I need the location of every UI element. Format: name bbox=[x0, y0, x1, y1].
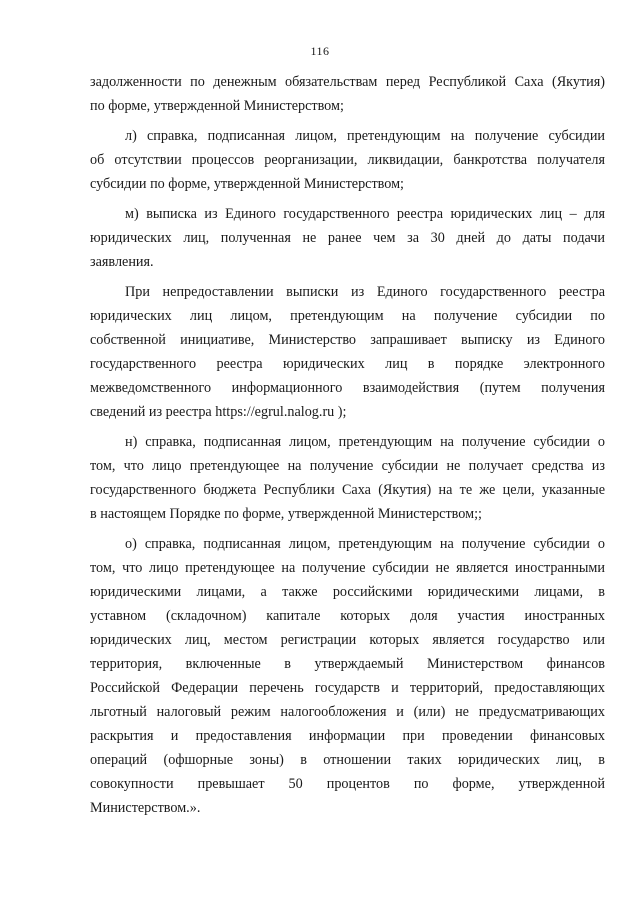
text-line: субсидии по форме, утвержденной Министерством; bbox=[90, 176, 405, 192]
text-line: об отсутствии процессов реорганизации, ликвидации, банкротства получателя bbox=[90, 152, 605, 168]
text-line: операций (офшорные зоны) в отношении таких юридических лиц, в bbox=[90, 752, 605, 768]
text-line: собственной инициативе, Министерство запрашивает выписку из Единого bbox=[90, 332, 605, 348]
text-line: н) справка, подписанная лицом, претендующим на получение субсидии о bbox=[125, 434, 605, 450]
text-line: юридическими лицами, а также российскими юридическими лицами, в bbox=[90, 584, 605, 600]
text-line: сведений из реестра https://egrul.nalog.ru ); bbox=[90, 404, 347, 420]
text-line: том, что лицо претендующее на получение субсидии не получает средства из bbox=[90, 458, 605, 474]
text-line: государственного бюджета Республики Саха (Якутия) на те же цели, указанные bbox=[90, 482, 605, 498]
text-line: Министерством.». bbox=[90, 800, 201, 816]
text-line: государственного реестра юридических лиц в порядке электронного bbox=[90, 356, 605, 372]
text-line: юридических лиц, полученная не ранее чем за 30 дней до даты подачи bbox=[90, 230, 605, 246]
text-line: заявления. bbox=[90, 254, 154, 270]
text-line: в настоящем Порядке по форме, утвержденной Министерством;; bbox=[90, 506, 482, 522]
text-line: юридических лиц лицом, претендующим на получение субсидии по bbox=[90, 308, 605, 324]
text-line: уставном (складочном) капитале которых доля участия иностранных bbox=[90, 608, 605, 624]
text-line: раскрытия и предоставления информации при проведении финансовых bbox=[90, 728, 605, 744]
text-line: При непредоставлении выписки из Единого государственного реестра bbox=[125, 284, 605, 300]
text-line: м) выписка из Единого государственного реестра юридических лиц – для bbox=[125, 206, 605, 222]
text-line: межведомственного информационного взаимодействия (путем получения bbox=[90, 380, 605, 396]
text-line: Российской Федерации перечень государств и территорий, предоставляющих bbox=[90, 680, 605, 696]
text-line: юридических лиц, местом регистрации которых является государство или bbox=[90, 632, 605, 648]
text-line: том, что лицо претендующее на получение субсидии не является иностранными bbox=[90, 560, 605, 576]
text-line: совокупности превышает 50 процентов по форме, утвержденной bbox=[90, 776, 605, 792]
text-line: территория, включенные в утверждаемый Министерством финансов bbox=[90, 656, 605, 672]
page-number: 116 bbox=[310, 44, 330, 58]
text-line: льготный налоговый режим налогообложения и (или) не предусматривающих bbox=[90, 704, 605, 720]
text-line: о) справка, подписанная лицом, претендующим на получение субсидии о bbox=[125, 536, 605, 552]
text-line: л) справка, подписанная лицом, претендующим на получение субсидии bbox=[125, 128, 605, 144]
text-line: по форме, утвержденной Министерством; bbox=[90, 98, 344, 114]
text-line: задолженности по денежным обязательствам перед Республикой Саха (Якутия) bbox=[90, 74, 605, 90]
